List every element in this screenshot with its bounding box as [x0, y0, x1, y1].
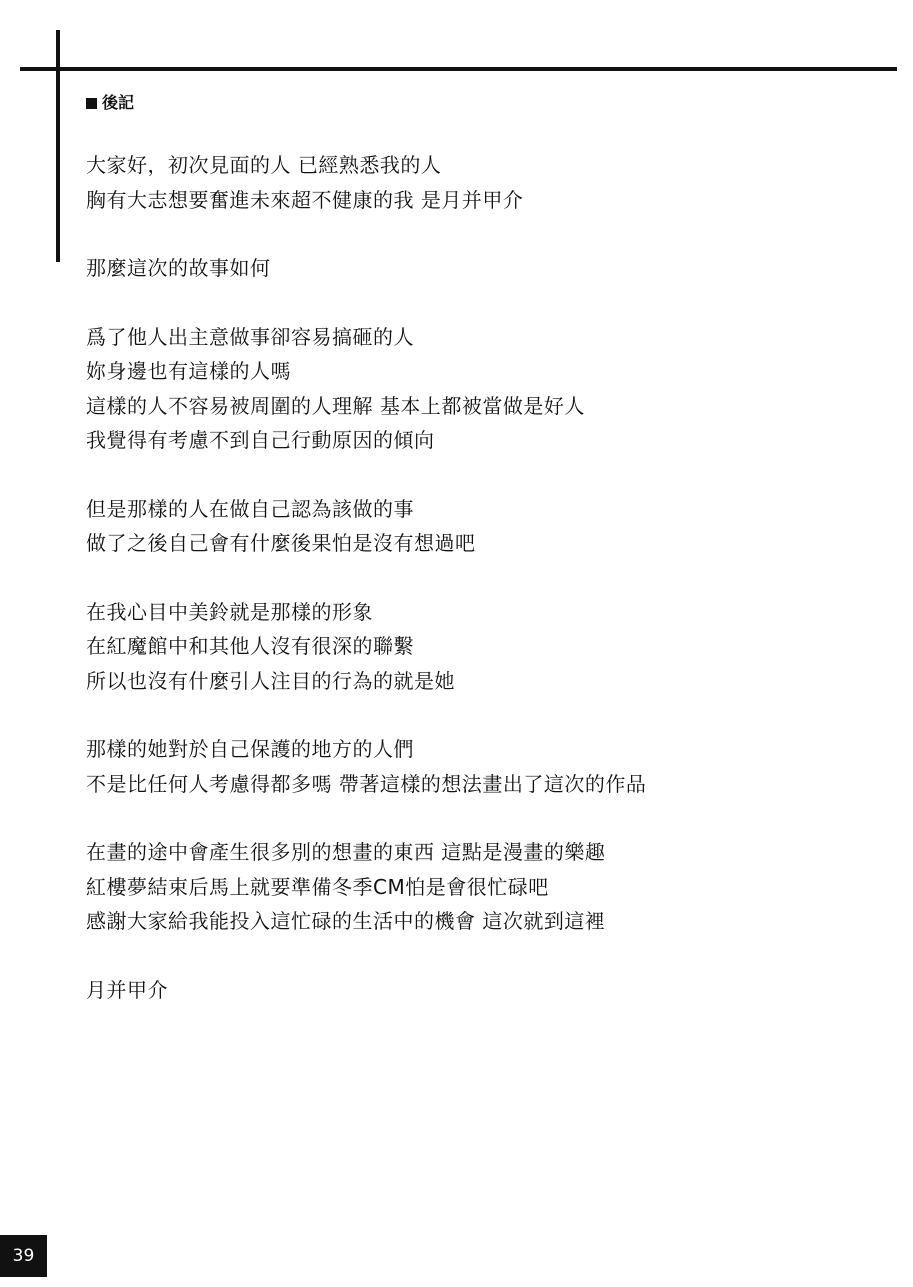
text-line: 在紅魔館中和其他人沒有很深的聯繫: [86, 634, 414, 658]
text-line: 不是比任何人考慮得都多嗎 帶著這樣的想法畫出了這次的作品: [86, 771, 647, 796]
author-signature: 月并甲介: [86, 977, 168, 1002]
signature-paragraph: [86, 973, 886, 1008]
text-line: 但是那樣的人在做自己認為該做的事: [86, 496, 414, 521]
text-line: 那麼這次的故事如何: [86, 256, 271, 280]
paragraph: [86, 595, 886, 699]
page-number-badge: 39: [0, 1235, 47, 1277]
heading-text: 後記: [102, 93, 135, 112]
text-line: 我覺得有考慮不到自己行動原因的傾向: [86, 428, 435, 452]
text-line: 感謝大家給我能投入這忙碌的生活中的機會 這次就到這裡: [86, 909, 606, 933]
text-line: 在我心目中美鈴就是那樣的形象: [86, 599, 373, 624]
text-line: 在畫的途中會產生很多別的想畫的東西 這點是漫畫的樂趣: [86, 840, 606, 864]
horizontal-rule: [20, 67, 897, 71]
text-line: 這樣的人不容易被周圍的人理解 基本上都被當做是好人: [86, 393, 585, 418]
paragraph: [86, 251, 886, 286]
paragraph: [86, 732, 886, 801]
text-line: 紅樓夢結束后馬上就要準備冬季CM怕是會很忙碌吧: [86, 874, 549, 899]
text-line: 妳身邊也有這樣的人嗎: [86, 359, 291, 383]
text-line: 所以也沒有什麼引人注目的行為的就是她: [86, 668, 455, 693]
square-bullet-icon: [86, 98, 97, 109]
paragraph: [86, 492, 886, 561]
section-heading: [86, 93, 134, 113]
afterword-body: [86, 148, 886, 1041]
text-line: 大家好，初次見面的人 已經熟悉我的人: [86, 153, 442, 177]
text-line: 爲了他人出主意做事卻容易搞砸的人: [86, 324, 414, 349]
text-line: 胸有大志想要奮進未來超不健康的我 是月并甲介: [86, 187, 524, 212]
text-line: 那樣的她對於自己保護的地方的人們: [86, 737, 414, 761]
paragraph: [86, 835, 886, 939]
text-line: 做了之後自己會有什麼後果怕是沒有想過吧: [86, 531, 476, 555]
vertical-rule: [56, 30, 60, 262]
paragraph: [86, 148, 886, 217]
paragraph: [86, 320, 886, 458]
